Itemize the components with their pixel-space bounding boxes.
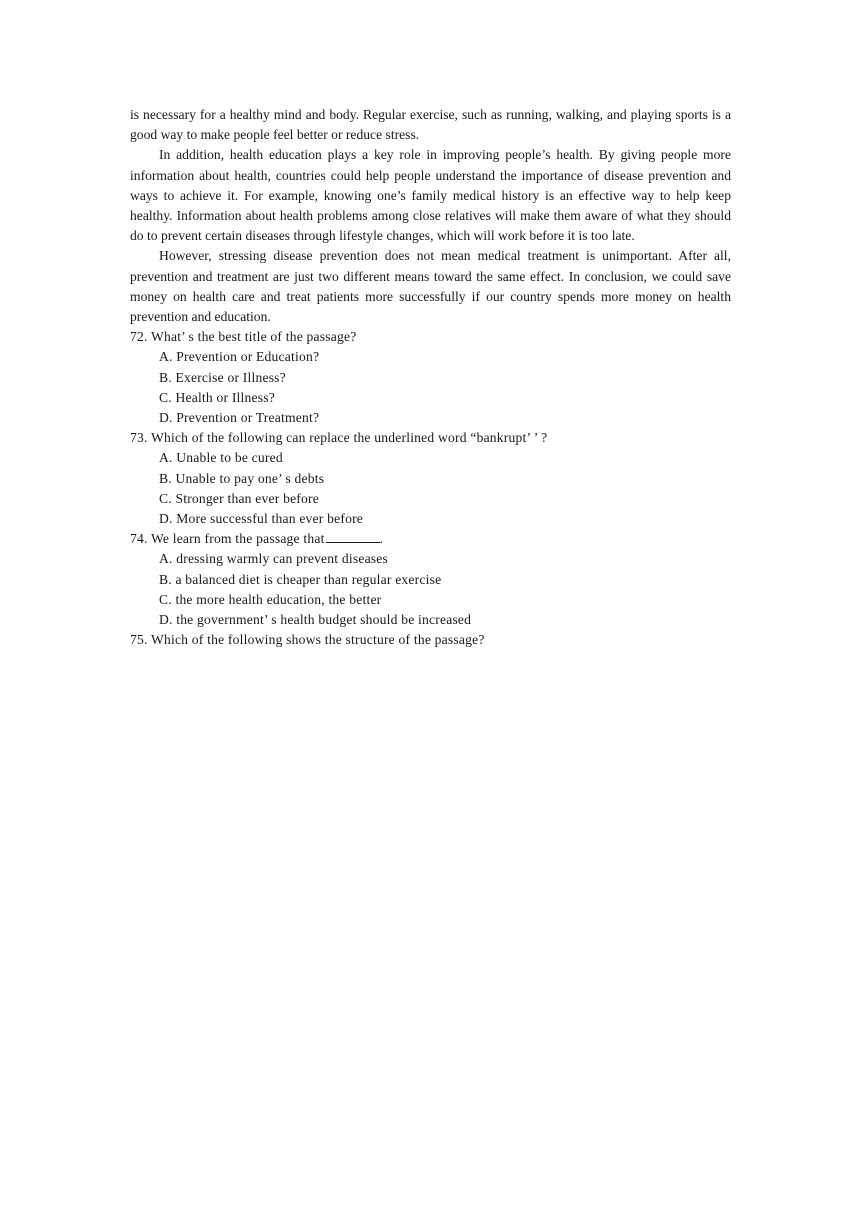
- question-stem: 72. What’ s the best title of the passage?: [130, 329, 357, 345]
- document-page: [130, 105, 731, 650]
- question-74: [130, 529, 731, 630]
- passage: [130, 105, 731, 327]
- option-b: B. Exercise or Illness?: [159, 369, 286, 385]
- option-list: [130, 347, 731, 428]
- question-stem: 74. We learn from the passage that: [130, 531, 325, 547]
- passage-paragraph-2: In addition, health education plays a key role in improving people’s health. By giving people more information about health, countries could help people understand the importance of disease prevention and ways to achieve it. For example, knowing one’s family medical history is an effective way to help keep healthy. Information about health problems among close relatives will make them aware of what they should do to prevent certain diseases through lifestyle changes, which will work before it is too late.: [130, 147, 731, 244]
- question-stem-suffix: .: [379, 531, 384, 547]
- question-73: [130, 428, 731, 529]
- answer-blank: [326, 529, 380, 543]
- option-c: C. the more health education, the better: [159, 591, 382, 607]
- question-75: [130, 630, 731, 650]
- passage-paragraph-1: is necessary for a healthy mind and body. Regular exercise, such as running, walking, and playing sports is a good way to make people feel better or reduce stress.: [130, 107, 731, 143]
- option-c: C. Stronger than ever before: [159, 490, 319, 506]
- option-b: B. a balanced diet is cheaper than regular exercise: [159, 571, 442, 587]
- option-c: C. Health or Illness?: [159, 389, 275, 405]
- question-stem-line: [130, 529, 731, 549]
- passage-paragraph-3: However, stressing disease prevention does not mean medical treatment is unimportant. After all, prevention and treatment are just two different means toward the same effect. In conclusion, we could save money on health care and treat patients more successfully if our country spends more money on health prevention and education.: [130, 248, 731, 325]
- option-list: [130, 448, 731, 529]
- question-72: [130, 327, 731, 428]
- option-a: A. Unable to be cured: [159, 450, 283, 466]
- option-d: D. Prevention or Treatment?: [159, 410, 320, 426]
- question-stem: 73. Which of the following can replace the underlined word “bankrupt’ ’ ?: [130, 430, 548, 446]
- option-b: B. Unable to pay one’ s debts: [159, 470, 325, 486]
- option-d: D. the government’ s health budget should be increased: [159, 612, 472, 628]
- option-list: [130, 549, 731, 630]
- option-a: A. Prevention or Education?: [159, 349, 320, 365]
- question-stem: 75. Which of the following shows the structure of the passage?: [130, 632, 485, 648]
- option-d: D. More successful than ever before: [159, 511, 364, 527]
- option-a: A. dressing warmly can prevent diseases: [159, 551, 389, 567]
